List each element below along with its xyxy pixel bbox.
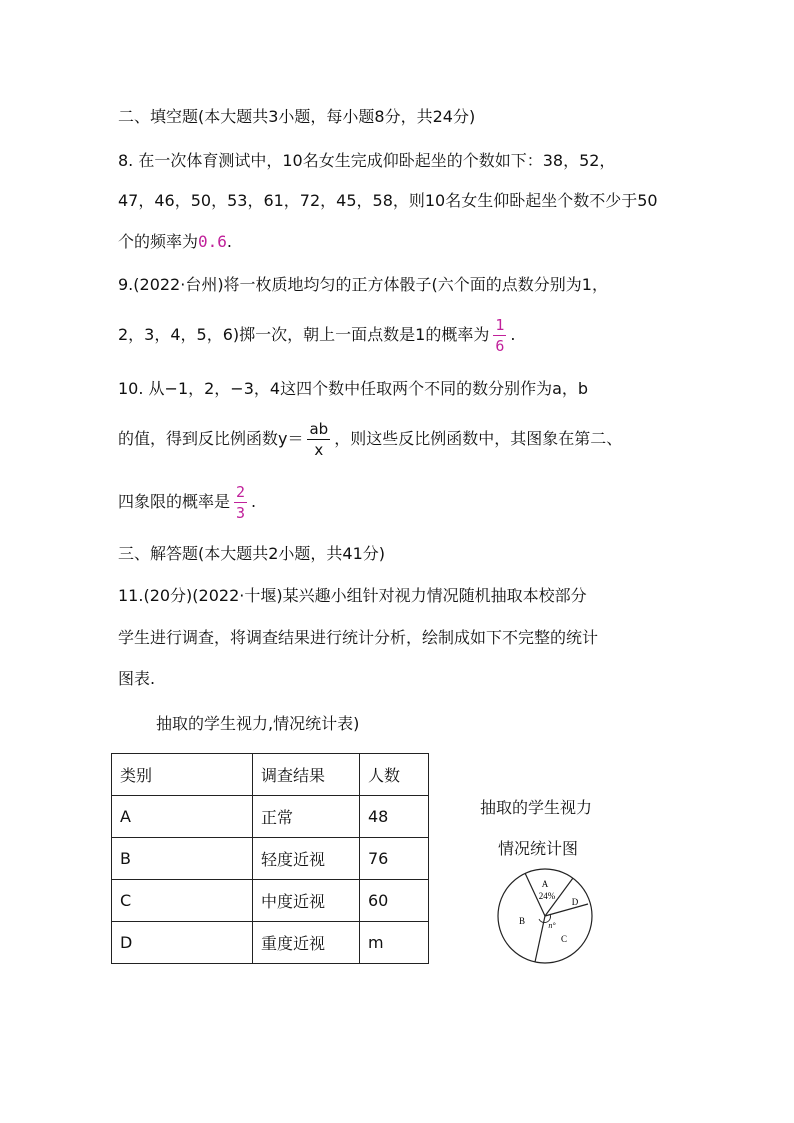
table-row [112,922,429,964]
table-cell: 76 [360,838,429,880]
q11-line-2: 学生进行调查，将调查结果进行统计分析，绘制成如下不完整的统计 [118,628,599,647]
table-cell: m [360,922,429,964]
q10-text-2: ，则这些反比例函数中，其图象在第二、 [334,429,623,448]
q8-period: . [226,232,233,251]
q10-answer-numerator: 2 [236,483,246,501]
q10-period: . [251,492,257,511]
q10-answer-denominator: 3 [236,504,246,522]
table-cell: D [112,922,253,964]
q10-line-3 [118,480,256,524]
table-caption: 抽取的学生视力,情况统计表) [156,714,360,733]
q8-line-2: 47，46，50，53，61，72，45，58，则10名女生仰卧起坐个数不少于50 [118,191,658,210]
table-cell: 60 [360,880,429,922]
q8-text: 个的频率为 [118,232,199,251]
q10-function-numerator: ab [309,420,329,438]
q8-line-3 [118,231,232,253]
pie-divider-dc [545,904,588,916]
section-3-title: 三、解答题(本大题共2小题，共41分) [118,544,386,563]
q10-text: 的值，得到反比例函数y＝ [118,429,304,448]
table-header-row [112,754,429,796]
pie-label-a: A [541,879,549,889]
table-row [112,838,429,880]
section-2-title: 二、填空题(本大题共3小题，每小题8分，共24分) [118,107,476,126]
table-cell: 轻度近视 [253,838,360,880]
header-category: 类别 [112,754,253,796]
vision-stats-table [111,753,429,964]
q10-text-3: 四象限的概率是 [118,492,231,511]
table-cell: 中度近视 [253,880,360,922]
table-row [112,796,429,838]
table-cell: B [112,838,253,880]
pie-label-d: D [571,897,579,907]
q9-answer-fraction [493,315,506,356]
table-cell: 重度近视 [253,922,360,964]
vision-pie-chart [495,866,595,966]
q8-answer: 0.6 [198,232,227,251]
q11-line-3: 图表. [118,669,156,688]
table-row [112,880,429,922]
q10-function-fraction [307,419,330,460]
table-cell: 正常 [253,796,360,838]
table-cell: 48 [360,796,429,838]
header-count: 人数 [360,754,429,796]
pie-label-c: C [560,934,568,944]
q11-line-1: 11.(20分)(2022·十堰)某兴趣小组针对视力情况随机抽取本校部分 [118,586,587,605]
q9-line-1: 9.(2022·台州)将一枚质地均匀的正方体骰子(六个面的点数分别为1， [118,275,608,294]
header-result: 调查结果 [253,754,360,796]
q10-line-2 [118,417,622,461]
q9-answer-denominator: 6 [495,337,505,355]
q10-line-1: 10. 从−1，2，−3，4这四个数中任取两个不同的数分别作为a，b [118,379,589,398]
q9-answer-numerator: 1 [495,316,505,334]
pie-caption-line-2: 情况统计图 [498,839,579,858]
q9-period: . [510,325,516,344]
pie-label-b: B [518,916,526,926]
table-cell: A [112,796,253,838]
q10-function-denominator: x [314,441,324,459]
pie-caption-line-1: 抽取的学生视力 [480,798,593,817]
q9-line-2 [118,313,515,357]
table-cell: C [112,880,253,922]
q9-text: 2，3，4，5，6)掷一次，朝上一面点数是1的概率为 [118,325,490,344]
q8-line-1: 8. 在一次体育测试中，10名女生完成仰卧起坐的个数如下：38，52， [118,151,616,170]
q10-answer-fraction [234,482,247,523]
pie-angle-label: n° [548,921,556,930]
pie-label-a-percent: 24% [538,891,556,901]
